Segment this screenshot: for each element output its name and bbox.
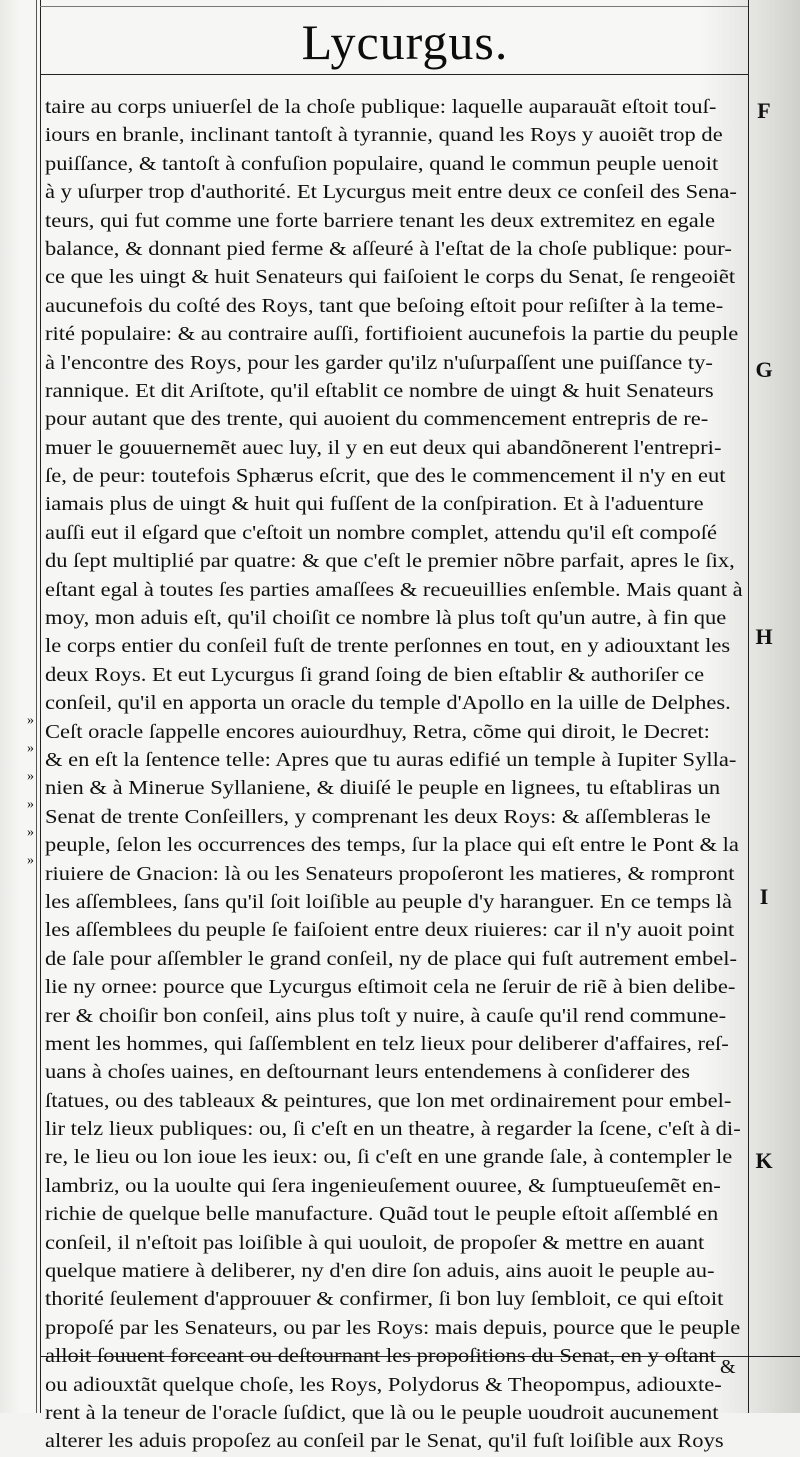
text-line: rannique. Et dit Ariſtote, qu'il eſtablit ce nombre de uingt & huit Senateurs [45,380,714,402]
top-rule [40,6,748,7]
text-line: eſtant egal à toutes ſes parties amaſſees & recueuillies enſemble. Mais quant à [45,579,743,601]
text-line: riuiere de Gnacion: là ou les Senateurs propoſeront les matieres, & rompront [45,863,735,885]
text-line: Senat de trente Conſeillers, y comprenant les deux Roys: & aſſembleras le [45,806,711,828]
text-line: lambriz, ou la uoulte qui ſera ingenieuſement ouuree, & ſumptueuſemẽt en- [45,1175,721,1197]
body-text [45,94,745,1457]
text-line: le corps entier du conſeil fuſt de trente perſonnes en tout, en y adiouxtant les [45,636,731,658]
header-rule [40,74,748,75]
text-line: conſeil, qu'il en apporta un oracle du temple d'Apollo en la uille de Delphes. [45,693,731,715]
section-letter-h: H [755,624,773,649]
text-line: les aſſemblees du peuple ſe faiſoient entre deux riuieres: car il n'y auoit point [45,920,735,942]
text-line: lie ny ornee: pource que Lycurgus eſtimoit cela ne ſeruir de riẽ à bien delibe- [45,977,736,999]
text-line: pour autant que des trente, qui auoient du commencement entrepris de re- [45,409,709,431]
text-line: peuple, ſelon les occurrences des temps, ſur la place qui eſt entre le Pont & la [45,835,739,857]
text-line: propoſé par les Senateurs, ou par les Roys: mais depuis, pource que le peuple [45,1317,741,1339]
quote-mark: » [27,769,34,784]
text-line: ſe, de peur: toutefois Sphærus eſcrit, que des le commencement il n'y en eut [45,466,726,488]
text-line: puiſſance, & tantoſt à confuſion populaire, quand le commun peuple uenoit [45,153,719,175]
text-line: re, le lieu ou lon ioue les ieux: ou, ſi c'eſt en une grande ſale, à contempler le [45,1147,733,1169]
text-line: ment les hommes, qui ſaſſemblent en telz lieux pour deliberer d'affaires, reſ- [45,1033,729,1055]
text-line: muer le gouuernemẽt auec luy, il y en eut deux qui abandõnerent l'entrepri- [45,437,722,459]
text-line: uans à choſes uaines, en deſtournant leurs entendemens à conſiderer des [45,1062,691,1084]
left-border-rule [40,0,41,1413]
section-letter-f: F [757,98,771,123]
catchword: & [720,1356,736,1378]
text-line: balance, & donnant pied ferme & aſſeuré à l'eſtat de la choſe publique: pour- [45,238,732,260]
text-line: iours en branle, inclinant tantoſt à tyrannie, quand les Roys y auoiẽt trop de [45,125,723,147]
quote-mark: » [27,713,34,728]
text-line: rent à la teneur de l'oracle ſuſdict, que là ou le peuple uoudroit aucunement [45,1402,719,1424]
text-line: alloit ſouuent forceant ou deſtournant les propoſitions du Senat, en y oſtant [45,1346,716,1368]
text-line: & en eſt la ſentence telle: Apres que tu auras edifié un temple à Iupiter Sylla- [45,749,737,771]
text-line: taire au corps uniuerſel de la choſe publique: laquelle auparauãt eſtoit touſ- [45,97,717,118]
text-line: ſtatues, ou des tableaux & peintures, que lon met ordinairement pour embel- [45,1090,732,1112]
section-letter-k: K [755,1148,773,1173]
left-border-rule-outer [36,0,37,1413]
text-line: à l'encontre des Roys, pour les garder qu'ilz n'uſurpaſſent une puiſſance ty- [45,352,713,374]
text-line: iamais plus de uingt & huit qui fuſſent de la conſpiration. Et à l'aduenture [45,494,704,516]
text-line: du ſept multiplié par quatre: & que c'eſt le premier nõbre parfait, apres le ſix, [45,551,735,573]
text-line: auſſi eut il eſgard que c'eſtoit un nombre complet, attendu qu'il eſt compoſé [45,522,718,544]
text-line: de ſale pour aſſembler le grand conſeil, ny de place qui fuſt autrement embel- [45,948,737,970]
text-line: les aſſemblees, ſans qu'il ſoit loiſible au peuple d'y haranguer. En ce temps là [45,891,733,913]
page-header [40,12,770,72]
text-line: conſeil, il n'eſtoit pas loiſible à qui uouloit, de propoſer & mettre en auant [45,1232,705,1254]
text-line: aucunefois du coſté des Roys, tant que beſoing eſtoit pour reſiſter à la teme- [45,295,724,317]
text-line: rer & choiſir bon conſeil, ains plus toſt y nuire, à cauſe qu'il rend commune- [45,1005,727,1027]
text-line: ou adiouxtãt quelque choſe, les Roys, Polydorus & Theopompus, adiouxte- [45,1374,722,1396]
quote-mark: » [27,853,34,868]
text-line: lir telz lieux publiques: ou, ſi c'eſt en un theatre, à regarder la ſcene, c'eſt à di- [45,1119,741,1141]
text-line: rité populaire: & au contraire auſſi, fortifioient aucunefois la partie du peuple [45,324,739,346]
text-line: quelque matiere à deliberer, ny d'en dire ſon aduis, ains auoit le peuple au- [45,1261,715,1283]
text-line: teurs, qui fut comme une forte barriere tenant les deux extremitez en egale [45,210,716,232]
quote-mark: » [27,825,34,840]
text-line: à y uſurper trop d'authorité. Et Lycurgus meit entre deux ce conſeil des Sena- [45,182,737,204]
quote-mark: » [27,797,34,812]
text-line: alterer les aduis propoſez au conſeil par le Senat, qu'il fuſt loiſible aux Roys [45,1431,724,1453]
quote-mark: » [27,741,34,756]
running-title: Lycurgus. [301,14,509,70]
section-letter-g: G [755,357,773,382]
text-line: nien & à Minerue Syllaniene, & diuiſé le peuple en lignees, tu eſtabliras un [45,778,721,800]
text-line: deux Roys. Et eut Lycurgus ſi grand ſoing de bien eſtablir & authoriſer ce [45,664,705,686]
text-line: ce que les uingt & huit Senateurs qui faiſoient le corps du Senat, ſe rengeoiẽt [45,267,736,289]
text-line: moy, mon aduis eſt, qu'il choiſit ce nombre là plus toſt qu'un autre, à fin que [45,608,727,630]
text-line: Ceſt oracle ſappelle encores auiourdhuy, Retra, cõme qui diroit, le Decret: [45,721,710,743]
text-line: thorité ſeulement d'approuuer & confirmer, ſi bon luy ſembloit, ce qui eſtoit [45,1289,724,1311]
text-line: richie de quelque belle manufacture. Quãd tout le peuple eſtoit aſſemblé en [45,1204,719,1226]
section-letter-i: I [759,884,769,909]
